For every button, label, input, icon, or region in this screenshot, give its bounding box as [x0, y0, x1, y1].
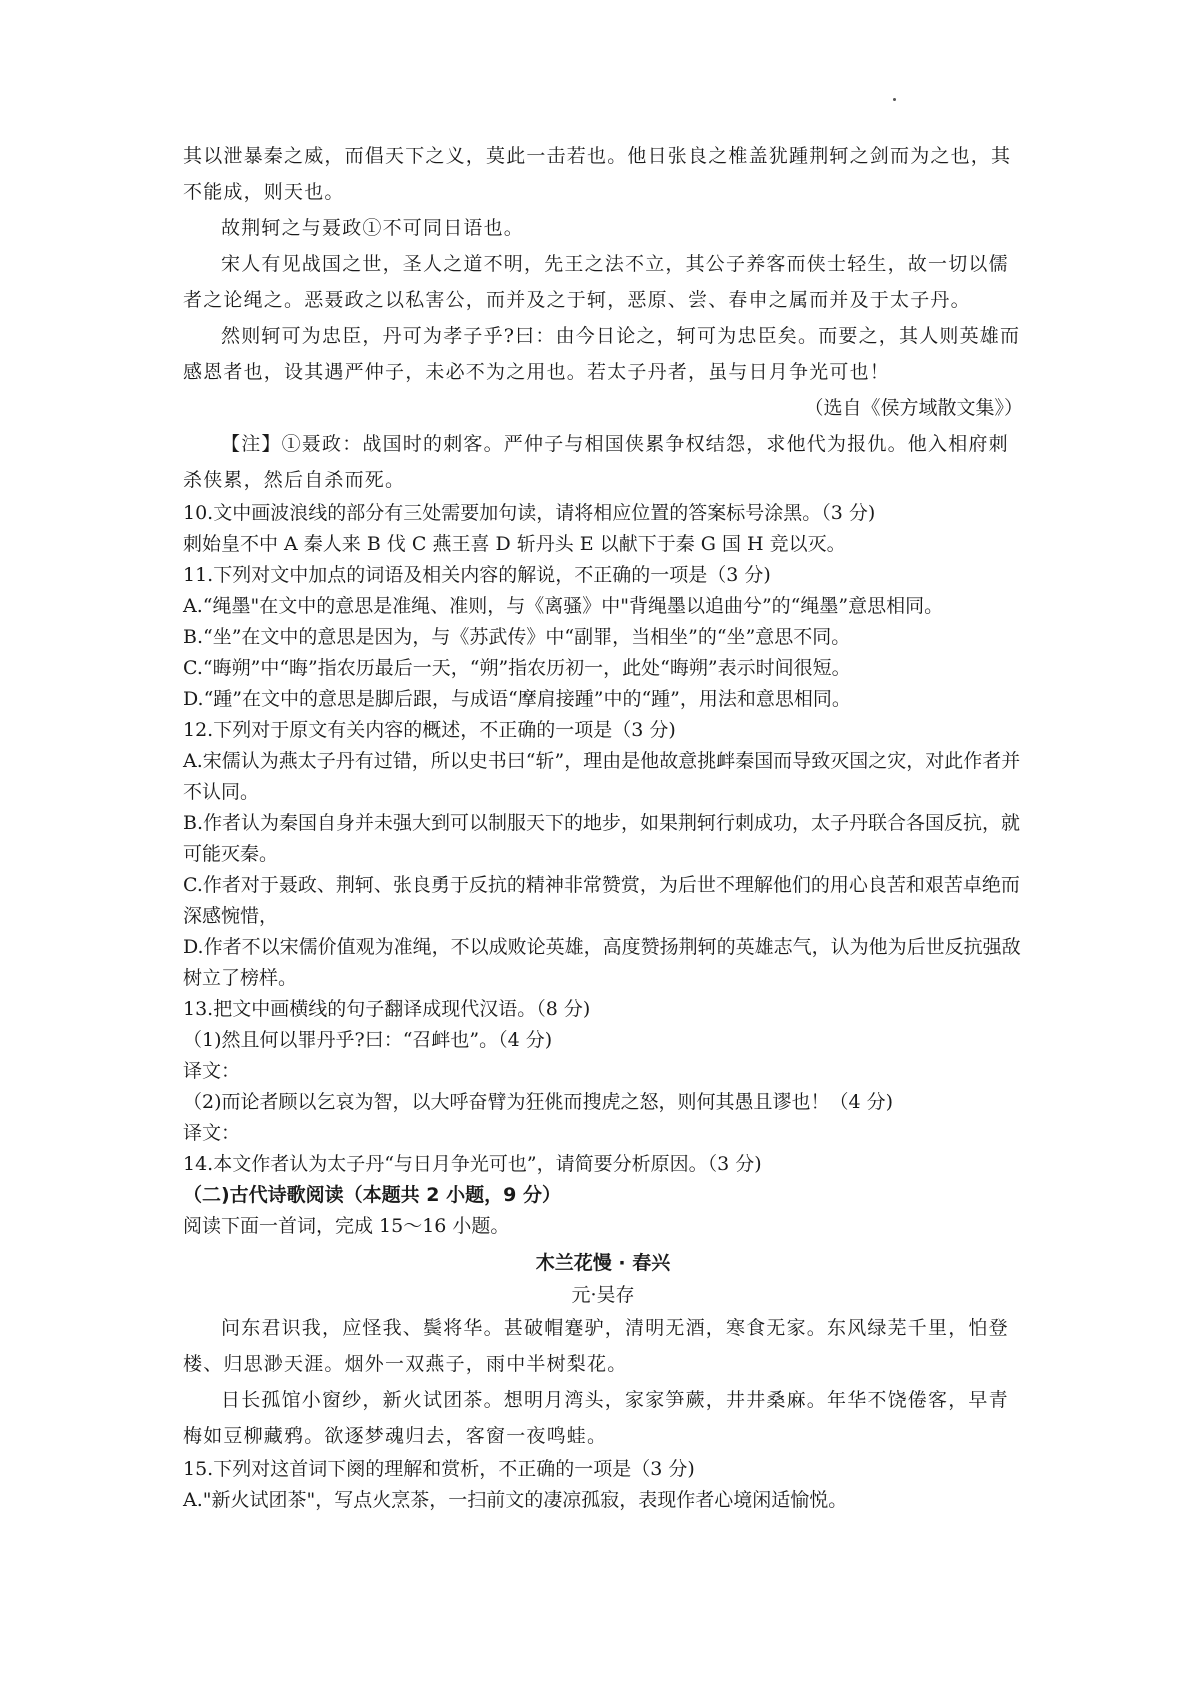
poem-stanza: 问东君识我，应怪我、鬓将华。甚破帽蹇驴，清明无酒，寒食无家。东风绿芜千里，怕登楼、归思渺天涯。烟外一双燕子，雨中半树梨花。 [183, 1317, 1009, 1375]
question-10: 10.文中画波浪线的部分有三处需要加句读，请将相应位置的答案标号涂黑。（3 分) [183, 502, 876, 524]
option-12c: C.作者对于聂政、荆轲、张良勇于反抗的精神非常赞赏，为后世不理解他们的用心良苦和艰苦卓绝而深感惋惜， [183, 874, 1020, 927]
option-11a: A.“绳墨"在文中的意思是准绳、准则，与《离骚》中"背绳墨以追曲兮”的“绳墨”意思相同。 [183, 595, 944, 617]
question-12: 12.下列对于原文有关内容的概述，不正确的一项是（3 分) [183, 719, 676, 741]
poem-author: 元·吴存 [571, 1284, 635, 1306]
question-13-part2: （2)而论者顾以乞哀为智，以大呼奋臂为狂佻而搜虎之怒，则何其愚且谬也！（4 分) [183, 1091, 894, 1113]
passage-note: 【注】①聂政：战国时的刺客。严仲子与相国侠累争权结怨，求他代为报仇。他入相府刺杀侠累，然后自杀而死。 [183, 433, 1009, 491]
question-13: 13.把文中画横线的句子翻译成现代汉语。（8 分) [183, 998, 591, 1020]
passage-paragraph: 故荆轲之与聂政①不可同日语也。 [221, 217, 525, 239]
scan-dot [893, 98, 896, 101]
translation-label: 译文： [183, 1122, 241, 1144]
option-12b: B.作者认为秦国自身并未强大到可以制服天下的地步，如果荆轲行刺成功，太子丹联合各国反抗，就可能灭秦。 [183, 812, 1021, 865]
option-12a: A.宋儒认为燕太子丹有过错，所以史书曰“斩”，理由是他故意挑衅秦国而导致灭国之灾，对此作者并不认同。 [183, 750, 1021, 803]
question-14: 14.本文作者认为太子丹“与日月争光可也”，请简要分析原因。（3 分) [183, 1153, 762, 1175]
question-10-text: 刺始皇不中 A 秦人来 B 伐 C 燕王喜 D 斩丹头 E 以献下于秦 G 国 H 竞以灭。 [183, 533, 846, 555]
passage-source: （选自《侯方域散文集》） [804, 397, 1023, 419]
exam-page [183, 138, 1023, 1516]
option-11d: D.“踵”在文中的意思是脚后跟，与成语“摩肩接踵”中的“踵”，用法和意思相同。 [183, 688, 851, 710]
passage-paragraph: 宋人有见战国之世，圣人之道不明，先王之法不立，其公子养客而侠士轻生，故一切以儒者之论绳之。恶聂政之以私害公，而并及之于轲，恶原、尝、春申之属而并及于太子丹。 [183, 253, 1009, 311]
passage-paragraph: 其以泄暴秦之威，而倡天下之义，莫此一击若也。他日张良之椎盖犹踵荆轲之剑而为之也，其不能成，则天也。 [183, 145, 1012, 203]
option-12d: D.作者不以宋儒价值观为准绳，不以成败论英雄，高度赞扬荆轲的英雄志气，认为他为后世反抗强敌树立了榜样。 [183, 936, 1021, 989]
poetry-intro: 阅读下面一首词，完成 15～16 小题。 [183, 1215, 510, 1237]
poem-stanza: 日长孤馆小窗纱，新火试团茶。想明月湾头，家家笋蕨，井井桑麻。年华不饶倦客，早青梅如豆柳藏鸦。欲逐梦魂归去，客窗一夜鸣蛙。 [183, 1389, 1009, 1447]
translation-label: 译文： [183, 1060, 241, 1082]
option-15a: A."新火试团茶"，写点火烹茶，一扫前文的凄凉孤寂，表现作者心境闲适愉悦。 [183, 1489, 848, 1511]
poem-title: 木兰花慢 · 春兴 [535, 1252, 671, 1274]
option-11b: B.“坐”在文中的意思是因为，与《苏武传》中“副罪，当相坐”的“坐”意思不同。 [183, 626, 851, 648]
question-11: 11.下列对文中加点的词语及相关内容的解说，不正确的一项是（3 分) [183, 564, 771, 586]
question-13-part1: （1)然且何以罪丹乎?曰：“召衅也”。（4 分) [183, 1029, 553, 1051]
section-heading: （二)古代诗歌阅读（本题共 2 小题，9 分） [183, 1184, 561, 1206]
option-11c: C.“晦朔”中“晦”指农历最后一天，“朔”指农历初一，此处“晦朔”表示时间很短。 [183, 657, 851, 679]
question-15: 15.下列对这首词下阕的理解和赏析，不正确的一项是（3 分) [183, 1458, 695, 1480]
passage-paragraph: 然则轲可为忠臣，丹可为孝子乎?曰：由今日论之，轲可为忠臣矣。而要之，其人则英雄而感恩者也，设其遇严仲子，未必不为之用也。若太子丹者，虽与日月争光可也！ [183, 325, 1021, 383]
